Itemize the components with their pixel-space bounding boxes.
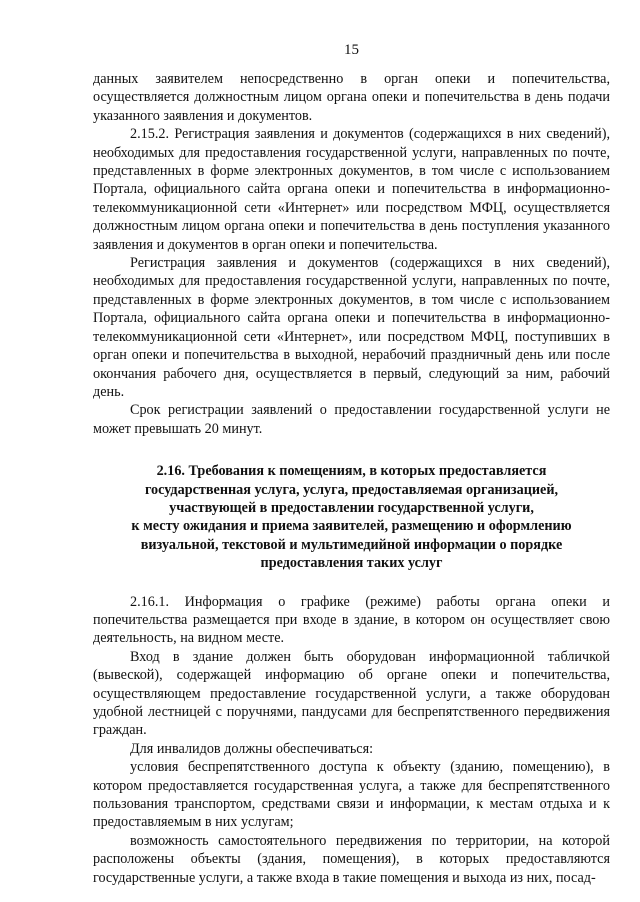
- section-title-2-16: [93, 462, 610, 572]
- paragraph-entrance: Вход в здание должен быть оборудован информационной табличкой (вывеской), содержащей информацию об органе опеки и попечительства, осуществляющем предоставление государственной услуги, а также оборудован удобной лестницей с поручнями, пандусами для беспрепятственного передвижения граждан.: [93, 648, 610, 739]
- section-title-line: участвующей в предоставлении государственной услуги,: [169, 499, 534, 516]
- section-title-line: 2.16. Требования к помещениям, в которых предоставляется: [156, 463, 547, 480]
- page-number: 15: [344, 42, 359, 58]
- paragraph-registration-term: Срок регистрации заявлений о предоставлении государственной услуги не может превышать 20 минут.: [93, 402, 610, 437]
- paragraph-2-15-2: 2.15.2. Регистрация заявления и документов (содержащихся в них сведений), необходимых для предоставления государственной услуги, направленных по почте, представленных в форме электронных документов, в том числе с использованием Портала, официального сайта органа опеки и попечительства в информационно-телекоммуникационной сети «Интернет» или посредством МФЦ, осуществляется должностным лицом органа опеки и попечительства в день поступления указанного заявления и документов в орган опеки и попечительства.: [93, 126, 610, 253]
- paragraph-registration-holiday: Регистрация заявления и документов (содержащихся в них сведений), необходимых для предоставления государственной услуги, направленных по почте, представленных в форме электронных документов, в том числе с использованием Портала, официального сайта органа опеки и попечительства в информационно-телекоммуникационной сети «Интернет», или посредством МФЦ, поступивших в орган опеки и попечительства в выходной, нерабочий праздничный день или после окончания рабочего дня, осуществляется в первый, следующий за ним, рабочий день.: [93, 255, 610, 400]
- paragraph-movement: возможность самостоятельного передвижения по территории, на которой расположены объекты (здания, помещения), в которых предоставляются государственные услуги, а также входа в такие помещения и выхода из них, посад-: [93, 832, 610, 886]
- paragraph-2-16-1: 2.16.1. Информация о графике (режиме) работы органа опеки и попечительства размещается при входе в здание, в котором он осуществляет свою деятельность, на видном месте.: [93, 593, 610, 647]
- section-title-line: визуальной, текстовой и мультимедийной информации о порядке: [140, 536, 563, 553]
- paragraph-disabled-intro: Для инвалидов должны обеспечиваться:: [130, 740, 374, 757]
- section-title-line: к месту ожидания и приема заявителей, размещению и оформлению: [131, 518, 572, 535]
- paragraph-continuation: данных заявителем непосредственно в орган опеки и попечительства, осуществляется должностным лицом органа опеки и попечительства в день подачи указанного заявления и документов.: [93, 71, 610, 124]
- paragraph-access-conditions: условия беспрепятственного доступа к объекту (зданию, помещению), в котором предоставляется государственная услуга, а также для беспрепятственного пользования транспортом, средствами связи и информации, к местам отдыха и к предоставляемым в них услугам;: [93, 759, 610, 831]
- section-title-line: государственная услуга, услуга, предоставляемая организацией,: [144, 481, 559, 498]
- section-title-line: предоставления таких услуг: [260, 555, 443, 572]
